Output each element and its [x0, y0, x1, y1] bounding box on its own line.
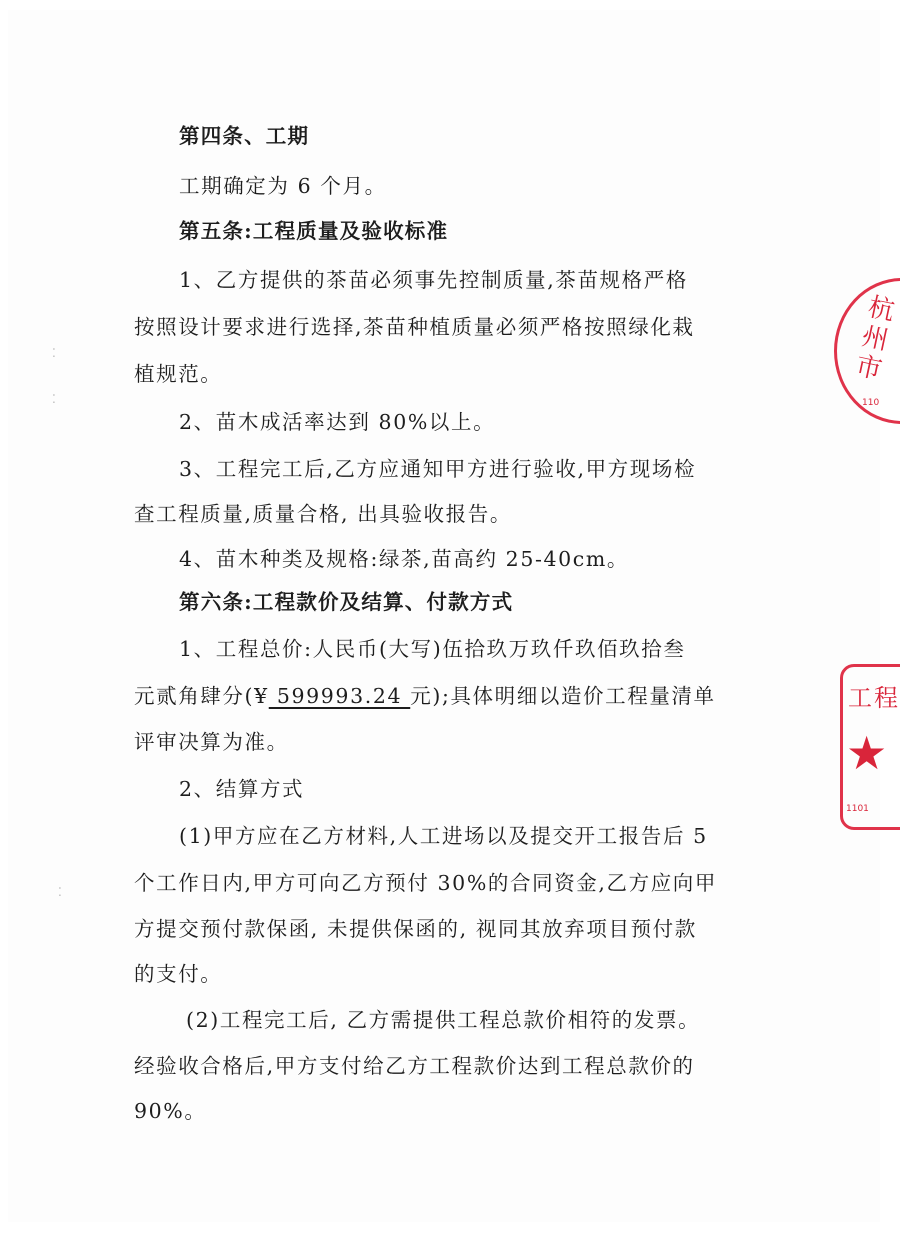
a6-item1-line1: 1、工程总价:人民币(大写)伍拾玖万玖仟玖佰玖拾叁 — [179, 637, 686, 661]
red-seal-upper — [834, 278, 900, 428]
a5-item1-line1: 1、乙方提供的茶苗必须事先控制质量,茶苗规格严格 — [179, 268, 688, 292]
a5-item4: 4、苗木种类及规格:绿茶,苗高约 25-40cm。 — [179, 547, 629, 571]
document-page — [8, 10, 880, 1222]
seal-lower-chars: 工程 — [848, 684, 900, 712]
a5-item2: 2、苗木成活率达到 80%以上。 — [179, 410, 496, 434]
a6-sub2-line2: 经验收合格后,甲方支付给乙方工程款价达到工程总款价的 — [134, 1054, 695, 1078]
a6-sub1-line4: 的支付。 — [134, 962, 223, 986]
a6-sub2-line1: (2)工程完工后, 乙方需提供工程总款价相符的发票。 — [186, 1008, 701, 1032]
a5-item3-line2: 查工程质量,质量合格, 出具验收报告。 — [134, 502, 512, 526]
a5-item1-line3: 植规范。 — [134, 362, 223, 386]
a6-item1-line2 — [134, 682, 716, 710]
article-5-title: 第五条:工程质量及验收标准 — [179, 219, 449, 243]
article-4-text: 工期确定为 6 个月。 — [179, 174, 387, 198]
a6-item2: 2、结算方式 — [179, 777, 305, 801]
red-seal-lower — [838, 660, 900, 830]
a5-item1-line2: 按照设计要求进行选择,茶苗种植质量必须严格按照绿化栽 — [134, 315, 695, 339]
a5-item3-line1: 3、工程完工后,乙方应通知甲方进行验收,甲方现场检 — [179, 457, 697, 481]
seal-lower-number: 1101 — [846, 804, 869, 814]
a6-sub1-line1: (1)甲方应在乙方材料,人工进场以及提交开工报告后 5 — [179, 824, 708, 848]
punch-mark: ⁚ — [52, 392, 56, 406]
total-price-suffix: 元);具体明细以造价工程量清单 — [410, 684, 716, 708]
punch-mark: ⁚ — [52, 346, 56, 360]
a6-sub1-line2: 个工作日内,甲方可向乙方预付 30%的合同资金,乙方应向甲 — [134, 871, 718, 895]
seal-upper-number: 110 — [862, 398, 880, 408]
a6-sub1-line3: 方提交预付款保函, 未提供保函的, 视同其放弃项目预付款 — [134, 917, 697, 941]
article-4-title: 第四条、工期 — [179, 124, 310, 148]
total-price-amount: 599993.24 — [268, 684, 411, 708]
seal-upper-chars: 杭州市 — [852, 292, 898, 386]
punch-mark: ⁚ — [58, 885, 62, 899]
article-6-title: 第六条:工程款价及结算、付款方式 — [179, 590, 514, 614]
total-price-prefix: 元贰角肆分(¥ — [134, 684, 269, 708]
a6-item1-line3: 评审决算为准。 — [134, 730, 289, 754]
star-icon: ★ — [846, 726, 888, 780]
a6-sub2-line3: 90%。 — [134, 1099, 207, 1123]
